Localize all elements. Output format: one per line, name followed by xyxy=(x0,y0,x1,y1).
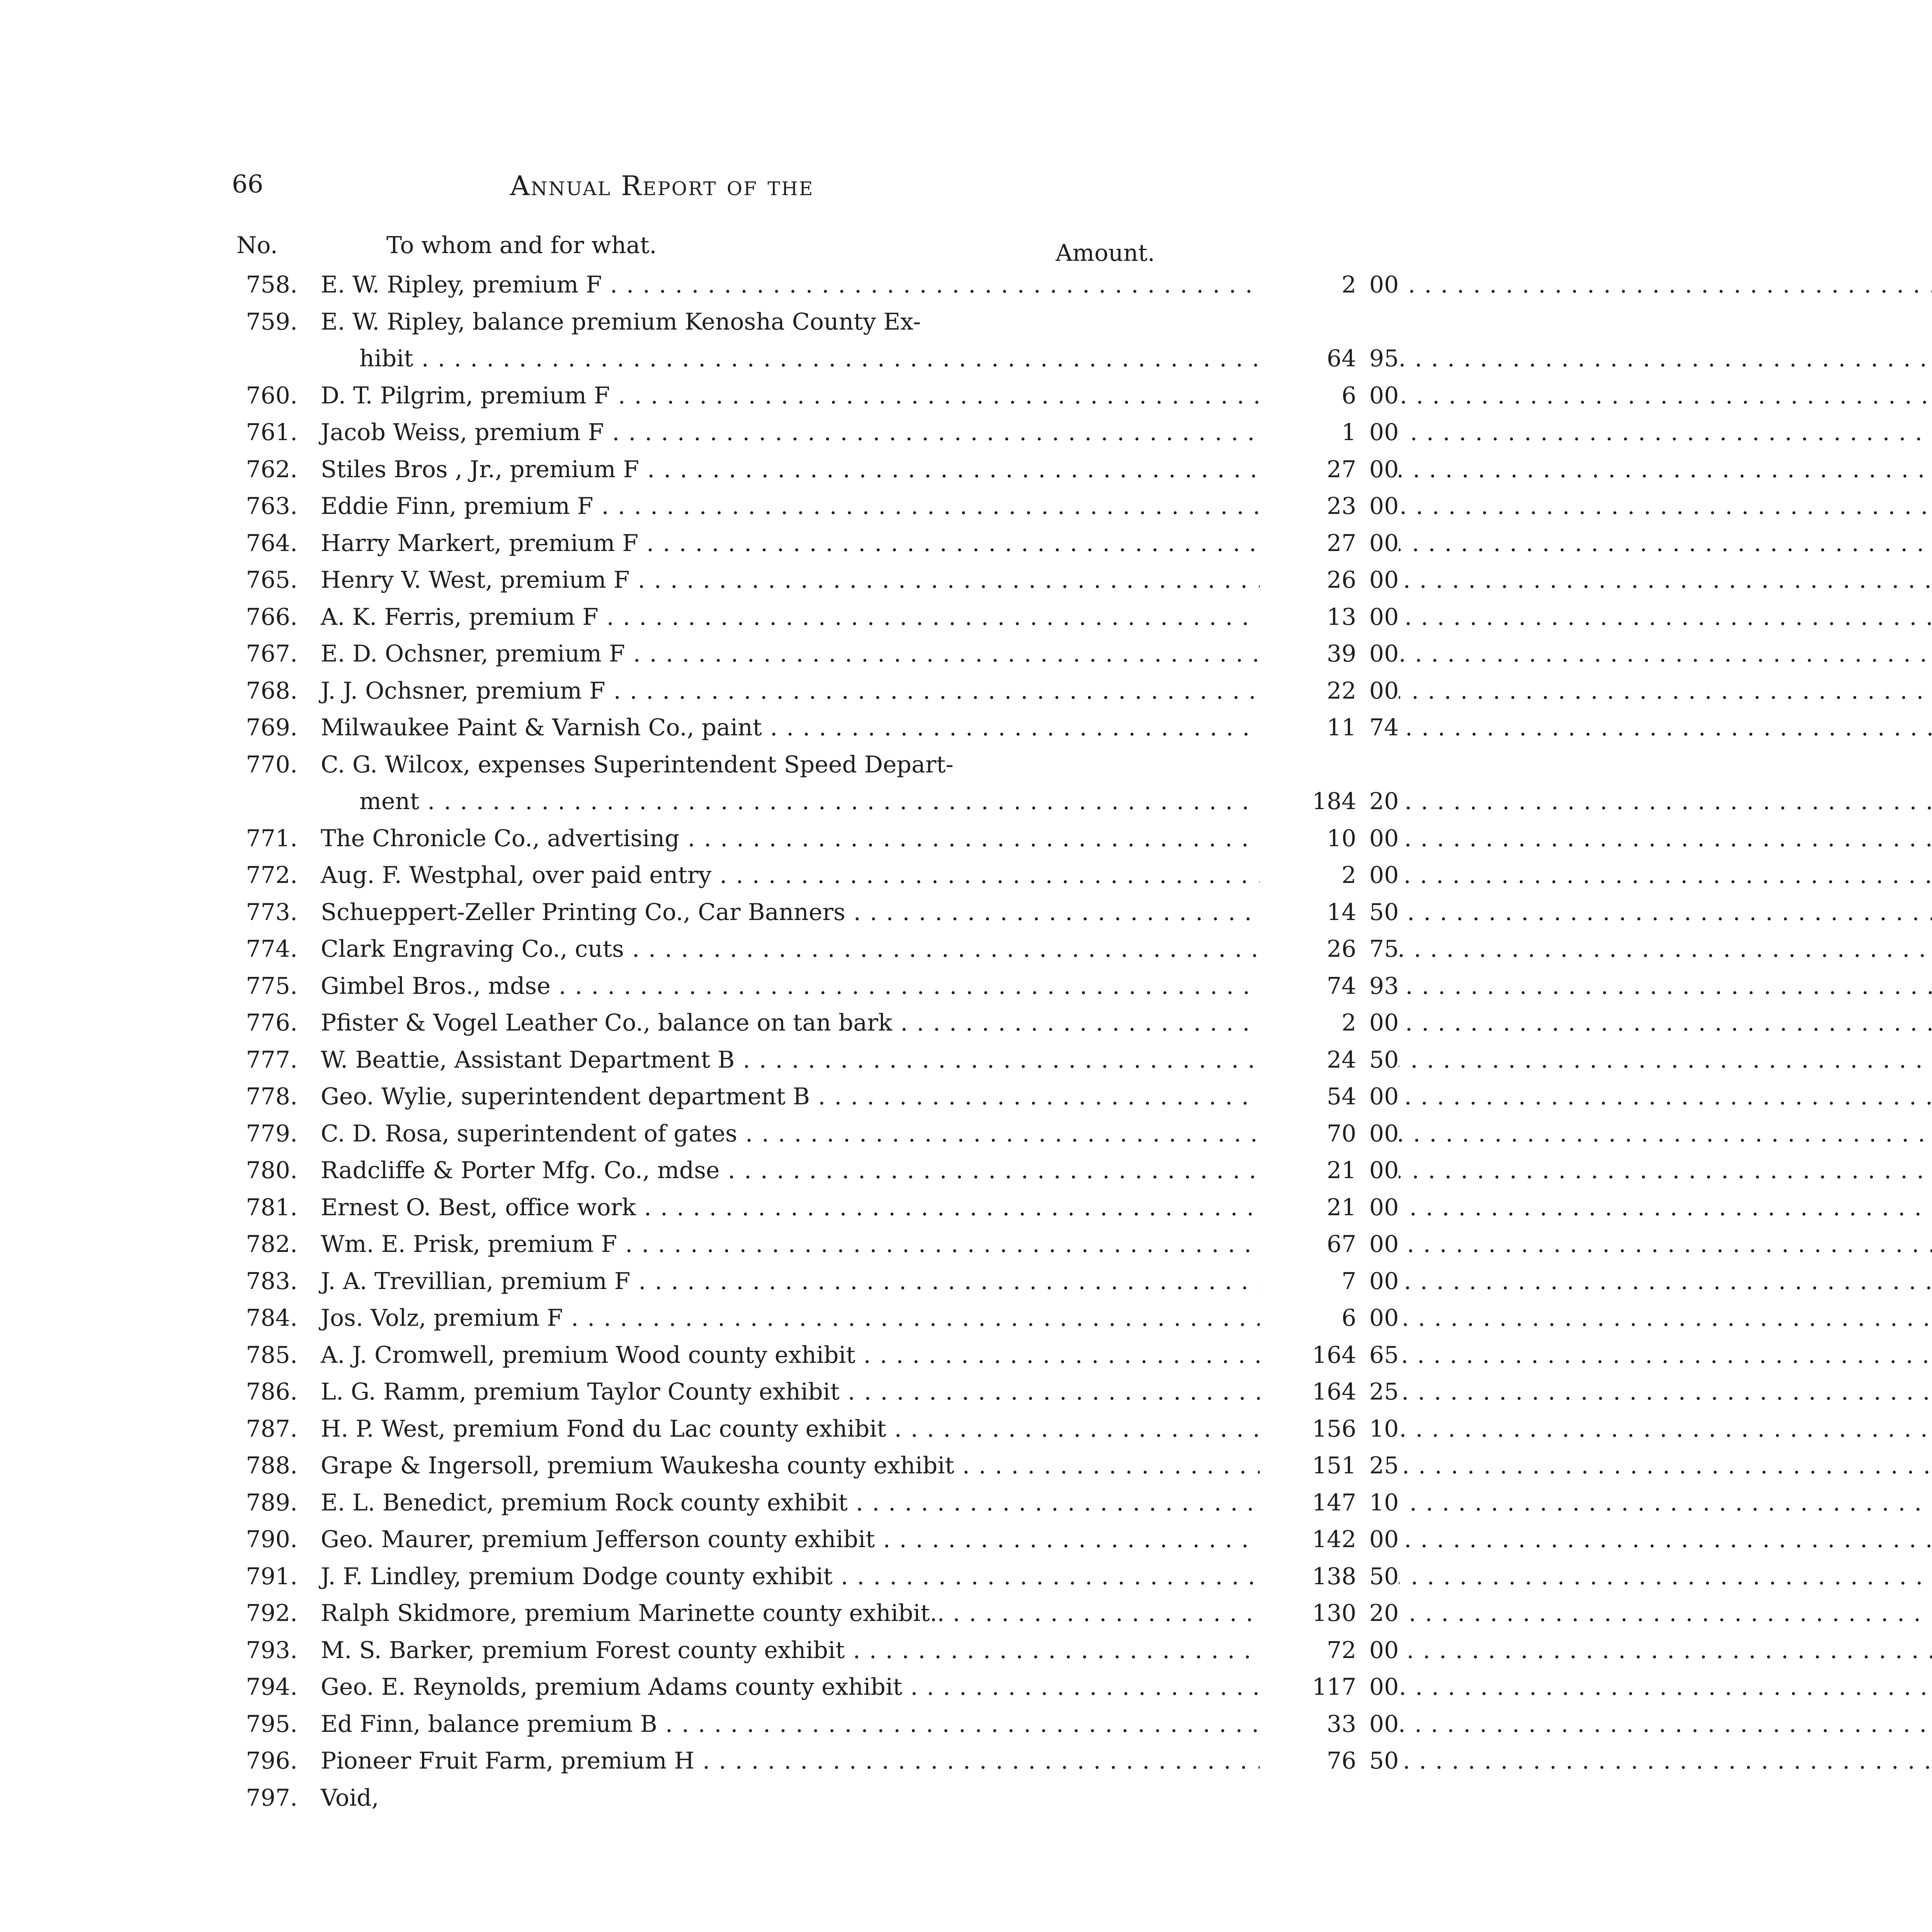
table-row xyxy=(232,1706,1399,1743)
table-row xyxy=(232,414,1399,451)
entry-number: 764. xyxy=(246,529,298,557)
entry-amount xyxy=(1260,968,1399,1005)
entry-number: 766. xyxy=(246,603,298,631)
amount-dollars: 138 xyxy=(1312,1563,1356,1590)
amount-dollars: 22 xyxy=(1327,677,1356,704)
table-row xyxy=(232,1447,1399,1484)
entry-number: 767. xyxy=(246,640,298,667)
amount-cents: 95 xyxy=(1369,345,1399,372)
amount-cents: 00 xyxy=(1369,493,1399,520)
entry-description: Ernest O. Best, office work . . . xyxy=(321,1189,1260,1226)
entry-description: Gimbel Bros., mdse . . . xyxy=(321,968,1260,1005)
entry-amount xyxy=(1260,1337,1399,1374)
entry-amount xyxy=(1260,1411,1399,1447)
entry-description: J. J. Ochsner, premium F . . . xyxy=(321,673,1260,709)
amount-dollars: 74 xyxy=(1327,972,1356,1000)
entry-number: 791. xyxy=(246,1563,298,1590)
column-header-amount: Amount. xyxy=(1056,240,1155,267)
table-row xyxy=(232,1116,1399,1152)
entry-number: 797. xyxy=(246,1784,298,1811)
entry-number: 770. xyxy=(246,751,298,778)
entry-number: 758. xyxy=(246,271,298,298)
amount-cents: 65 xyxy=(1369,1341,1399,1369)
entry-amount xyxy=(1260,1005,1399,1041)
entry-number: 769. xyxy=(246,714,298,741)
table-row xyxy=(232,636,1399,672)
amount-cents: 00 xyxy=(1369,1194,1399,1221)
entry-amount xyxy=(1260,340,1399,377)
table-row xyxy=(232,451,1399,488)
amount-dollars: 27 xyxy=(1327,456,1356,483)
entry-description: Pioneer Fruit Farm, premium H . . . xyxy=(321,1743,1260,1779)
entry-number: 762. xyxy=(246,456,298,483)
entry-amount xyxy=(1260,1485,1399,1521)
amount-cents: 00 xyxy=(1369,1267,1399,1295)
entry-description: H. P. West, premium Fond du Lac county exhibit . . . xyxy=(321,1411,1260,1447)
amount-cents: 50 xyxy=(1369,1747,1399,1774)
amount-dollars: 10 xyxy=(1327,825,1356,852)
table-row xyxy=(232,1263,1399,1300)
entry-amount xyxy=(1260,1447,1399,1484)
amount-cents: 25 xyxy=(1369,1378,1399,1405)
amount-cents: 00 xyxy=(1369,825,1399,852)
amount-cents: 00 xyxy=(1369,603,1399,631)
entry-number: 779. xyxy=(246,1120,298,1147)
amount-cents: 00 xyxy=(1369,1673,1399,1701)
entry-number: 794. xyxy=(246,1673,298,1701)
entry-description: Clark Engraving Co., cuts . . . xyxy=(321,931,1260,968)
entry-description: J. F. Lindley, premium Dodge county exhibit . . . xyxy=(321,1558,1260,1595)
entry-amount xyxy=(1260,894,1399,931)
amount-cents: 00 xyxy=(1369,1157,1399,1184)
entry-amount xyxy=(1260,525,1399,562)
amount-dollars: 24 xyxy=(1327,1046,1356,1073)
amount-dollars: 72 xyxy=(1327,1636,1356,1664)
table-row xyxy=(232,378,1399,414)
entry-amount xyxy=(1260,1521,1399,1558)
table-row xyxy=(232,1042,1399,1078)
entry-amount xyxy=(1260,1263,1399,1300)
entry-number: 777. xyxy=(246,1046,298,1073)
entry-amount xyxy=(1260,1706,1399,1743)
entry-description: C. G. Wilcox, expenses Superintendent Speed Depart- xyxy=(321,751,954,778)
amount-cents: 00 xyxy=(1369,419,1399,446)
entry-amount xyxy=(1260,1595,1399,1632)
amount-cents: 50 xyxy=(1369,1563,1399,1590)
entry-number: 792. xyxy=(246,1600,298,1627)
entry-amount xyxy=(1260,1374,1399,1410)
amount-cents: 74 xyxy=(1369,714,1399,741)
entry-amount xyxy=(1260,1189,1399,1226)
running-title: Annual Report of the xyxy=(510,170,814,202)
amount-dollars: 164 xyxy=(1312,1341,1356,1369)
amount-dollars: 7 xyxy=(1341,1267,1356,1295)
entry-number: 789. xyxy=(246,1489,298,1516)
amount-cents: 00 xyxy=(1369,382,1399,409)
entry-description: L. G. Ramm, premium Taylor County exhibit . . . xyxy=(321,1374,1260,1410)
table-row xyxy=(232,1226,1399,1263)
table-row xyxy=(232,747,1190,783)
amount-dollars: 151 xyxy=(1312,1452,1356,1479)
entry-description: Harry Markert, premium F . . . xyxy=(321,525,1260,562)
table-row xyxy=(232,1374,1399,1410)
table-row xyxy=(232,783,1399,820)
table-row xyxy=(232,267,1399,303)
table-row xyxy=(232,1411,1399,1447)
table-row xyxy=(232,1558,1399,1595)
table-row xyxy=(232,894,1399,931)
entry-number: 778. xyxy=(246,1083,298,1110)
amount-cents: 10 xyxy=(1369,1415,1399,1442)
table-row xyxy=(232,340,1399,377)
entry-amount xyxy=(1260,1300,1399,1337)
entry-description: A. J. Cromwell, premium Wood county exhibit . . . xyxy=(321,1337,1260,1374)
table-row xyxy=(232,673,1399,709)
amount-dollars: 26 xyxy=(1327,935,1356,963)
table-row xyxy=(232,488,1399,525)
amount-dollars: 14 xyxy=(1327,898,1356,926)
entry-amount xyxy=(1260,820,1399,857)
amount-cents: 25 xyxy=(1369,1452,1399,1479)
amount-cents: 00 xyxy=(1369,1710,1399,1738)
amount-cents: 20 xyxy=(1369,788,1399,815)
amount-cents: 00 xyxy=(1369,1009,1399,1036)
entry-description: Henry V. West, premium F . . . xyxy=(321,562,1260,599)
amount-dollars: 21 xyxy=(1327,1194,1356,1221)
table-row xyxy=(232,968,1399,1005)
table-row xyxy=(232,1669,1399,1706)
amount-cents: 00 xyxy=(1369,1304,1399,1332)
entry-number: 781. xyxy=(246,1194,298,1221)
amount-dollars: 26 xyxy=(1327,566,1356,594)
amount-cents: 00 xyxy=(1369,456,1399,483)
amount-dollars: 54 xyxy=(1327,1083,1356,1110)
entry-description: W. Beattie, Assistant Department B . . . xyxy=(321,1042,1260,1078)
entry-number: 788. xyxy=(246,1452,298,1479)
entry-number: 759. xyxy=(246,308,298,335)
entry-number: 768. xyxy=(246,677,298,704)
entry-number: 787. xyxy=(246,1415,298,1442)
entry-description: ment . . . xyxy=(359,783,1260,820)
amount-cents: 50 xyxy=(1369,1046,1399,1073)
amount-dollars: 142 xyxy=(1312,1526,1356,1553)
table-row xyxy=(232,1300,1399,1337)
entry-amount xyxy=(1260,709,1399,746)
entry-description: The Chronicle Co., advertising . . . xyxy=(321,820,1260,857)
amount-cents: 10 xyxy=(1369,1489,1399,1516)
table-row xyxy=(232,562,1399,599)
entry-description: E. L. Benedict, premium Rock county exhibit . . . xyxy=(321,1485,1260,1521)
entry-amount xyxy=(1260,857,1399,894)
amount-dollars: 6 xyxy=(1341,1304,1356,1332)
entry-number: 775. xyxy=(246,972,298,1000)
entry-description: Ralph Skidmore, premium Marinette county exhibit.. . . . xyxy=(321,1595,1260,1632)
entry-description: Eddie Finn, premium F . . . xyxy=(321,488,1260,525)
entry-description: Jacob Weiss, premium F . . . xyxy=(321,414,1260,451)
entry-number: 780. xyxy=(246,1157,298,1184)
entry-amount xyxy=(1260,1226,1399,1263)
entry-amount xyxy=(1260,599,1399,636)
entry-number: 786. xyxy=(246,1378,298,1405)
entry-number: 761. xyxy=(246,419,298,446)
amount-dollars: 130 xyxy=(1312,1600,1356,1627)
amount-dollars: 164 xyxy=(1312,1378,1356,1405)
entry-description: Geo. Wylie, superintendent department B . . . xyxy=(321,1078,1260,1115)
entry-amount xyxy=(1260,1632,1399,1669)
entry-amount xyxy=(1260,414,1399,451)
entry-description: Ed Finn, balance premium B . . . xyxy=(321,1706,1260,1743)
table-row xyxy=(232,820,1399,857)
amount-cents: 00 xyxy=(1369,1636,1399,1664)
table-row xyxy=(232,1152,1399,1189)
entry-description: E. D. Ochsner, premium F . . . xyxy=(321,636,1260,672)
amount-dollars: 6 xyxy=(1341,382,1356,409)
entry-number: 763. xyxy=(246,493,298,520)
amount-dollars: 76 xyxy=(1327,1747,1356,1774)
entry-number: 796. xyxy=(246,1747,298,1774)
amount-dollars: 70 xyxy=(1327,1120,1356,1147)
entry-amount xyxy=(1260,1116,1399,1152)
amount-cents: 00 xyxy=(1369,677,1399,704)
entry-number: 774. xyxy=(246,935,298,963)
entry-number: 783. xyxy=(246,1267,298,1295)
entry-number: 785. xyxy=(246,1341,298,1369)
entry-description: Geo. E. Reynolds, premium Adams county exhibit . . . xyxy=(321,1669,1260,1706)
amount-dollars: 156 xyxy=(1312,1415,1356,1442)
amount-cents: 00 xyxy=(1369,271,1399,298)
amount-dollars: 23 xyxy=(1327,493,1356,520)
table-row xyxy=(232,709,1399,746)
table-row xyxy=(232,857,1399,894)
entry-description: Pfister & Vogel Leather Co., balance on tan bark . . . xyxy=(321,1005,1260,1041)
entry-number: 793. xyxy=(246,1636,298,1664)
table-row xyxy=(232,1780,1190,1816)
entry-amount xyxy=(1260,1152,1399,1189)
entry-amount xyxy=(1260,673,1399,709)
table-row xyxy=(232,931,1399,968)
entry-amount xyxy=(1260,636,1399,672)
amount-dollars: 2 xyxy=(1341,271,1356,298)
amount-cents: 00 xyxy=(1369,862,1399,889)
amount-cents: 00 xyxy=(1369,1526,1399,1553)
table-row xyxy=(232,1078,1399,1115)
amount-cents: 50 xyxy=(1369,898,1399,926)
table-row xyxy=(232,1485,1399,1521)
amount-dollars: 184 xyxy=(1312,788,1356,815)
entry-amount xyxy=(1260,1743,1399,1779)
entry-number: 760. xyxy=(246,382,298,409)
entry-number: 773. xyxy=(246,898,298,926)
amount-cents: 00 xyxy=(1369,1231,1399,1258)
entry-amount xyxy=(1260,562,1399,599)
entry-amount xyxy=(1260,378,1399,414)
amount-dollars: 2 xyxy=(1341,862,1356,889)
table-row xyxy=(232,1337,1399,1374)
amount-dollars: 13 xyxy=(1327,603,1356,631)
entry-description: Void, xyxy=(321,1784,379,1811)
entry-description: Jos. Volz, premium F . . . xyxy=(321,1300,1260,1337)
amount-dollars: 11 xyxy=(1327,714,1356,741)
amount-cents: 93 xyxy=(1369,972,1399,1000)
amount-dollars: 67 xyxy=(1327,1231,1356,1258)
amount-dollars: 27 xyxy=(1327,529,1356,557)
entry-description: E. W. Ripley, balance premium Kenosha County Ex- xyxy=(321,308,921,335)
entry-description: Geo. Maurer, premium Jefferson county exhibit . . . xyxy=(321,1521,1260,1558)
entry-number: 771. xyxy=(246,825,298,852)
table-row xyxy=(232,1595,1399,1632)
entry-description: Stiles Bros , Jr., premium F . . . xyxy=(321,451,1260,488)
amount-dollars: 21 xyxy=(1327,1157,1356,1184)
amount-dollars: 2 xyxy=(1341,1009,1356,1036)
entry-description: A. K. Ferris, premium F . . . xyxy=(321,599,1260,636)
entry-amount xyxy=(1260,488,1399,525)
entry-amount xyxy=(1260,267,1399,303)
page-number: 66 xyxy=(232,170,264,199)
amount-cents: 00 xyxy=(1369,566,1399,594)
entry-description: M. S. Barker, premium Forest county exhibit . . . xyxy=(321,1632,1260,1669)
entry-amount xyxy=(1260,451,1399,488)
entry-description: Grape & Ingersoll, premium Waukesha county exhibit . . . xyxy=(321,1447,1260,1484)
table-row xyxy=(232,1632,1399,1669)
table-row xyxy=(232,1521,1399,1558)
table-row xyxy=(232,599,1399,636)
entry-amount xyxy=(1260,1669,1399,1706)
amount-cents: 00 xyxy=(1369,1083,1399,1110)
amount-dollars: 117 xyxy=(1312,1673,1356,1701)
amount-cents: 75 xyxy=(1369,935,1399,963)
entry-description: Radcliffe & Porter Mfg. Co., mdse . . . xyxy=(321,1152,1260,1189)
table-row xyxy=(232,1743,1399,1779)
amount-cents: 00 xyxy=(1369,1120,1399,1147)
entry-description: hibit . . . xyxy=(359,340,1260,377)
table-row xyxy=(232,525,1399,562)
entry-amount xyxy=(1260,1042,1399,1078)
amount-cents: 20 xyxy=(1369,1600,1399,1627)
entry-number: 776. xyxy=(246,1009,298,1036)
column-header-to-whom: To whom and for what. xyxy=(386,232,657,259)
entry-amount xyxy=(1260,1078,1399,1115)
entry-description: D. T. Pilgrim, premium F . . . xyxy=(321,378,1260,414)
table-row xyxy=(232,1005,1399,1041)
entry-description: J. A. Trevillian, premium F . . . xyxy=(321,1263,1260,1300)
amount-dollars: 39 xyxy=(1327,640,1356,667)
entry-description: Milwaukee Paint & Varnish Co., paint . . . xyxy=(321,709,1260,746)
entry-amount xyxy=(1260,1558,1399,1595)
amount-dollars: 64 xyxy=(1327,345,1356,372)
entry-description: Wm. E. Prisk, premium F . . . xyxy=(321,1226,1260,1263)
amount-dollars: 33 xyxy=(1327,1710,1356,1738)
entry-amount xyxy=(1260,931,1399,968)
entry-number: 782. xyxy=(246,1231,298,1258)
entry-number: 772. xyxy=(246,862,298,889)
table-row xyxy=(232,1189,1399,1226)
amount-dollars: 147 xyxy=(1312,1489,1356,1516)
table-row xyxy=(232,304,1190,340)
entry-description: E. W. Ripley, premium F . . . xyxy=(321,267,1260,303)
amount-cents: 00 xyxy=(1369,640,1399,667)
entry-description: Aug. F. Westphal, over paid entry . . . xyxy=(321,857,1260,894)
entry-number: 784. xyxy=(246,1304,298,1332)
entry-description: Schueppert-Zeller Printing Co., Car Banners . . . xyxy=(321,894,1260,931)
column-header-no: No. xyxy=(236,232,278,259)
entry-description: C. D. Rosa, superintendent of gates . . . xyxy=(321,1116,1260,1152)
entry-number: 765. xyxy=(246,566,298,594)
entry-amount xyxy=(1260,783,1399,820)
amount-cents: 00 xyxy=(1369,529,1399,557)
amount-dollars: 1 xyxy=(1341,419,1356,446)
entry-number: 795. xyxy=(246,1710,298,1738)
entry-number: 790. xyxy=(246,1526,298,1553)
